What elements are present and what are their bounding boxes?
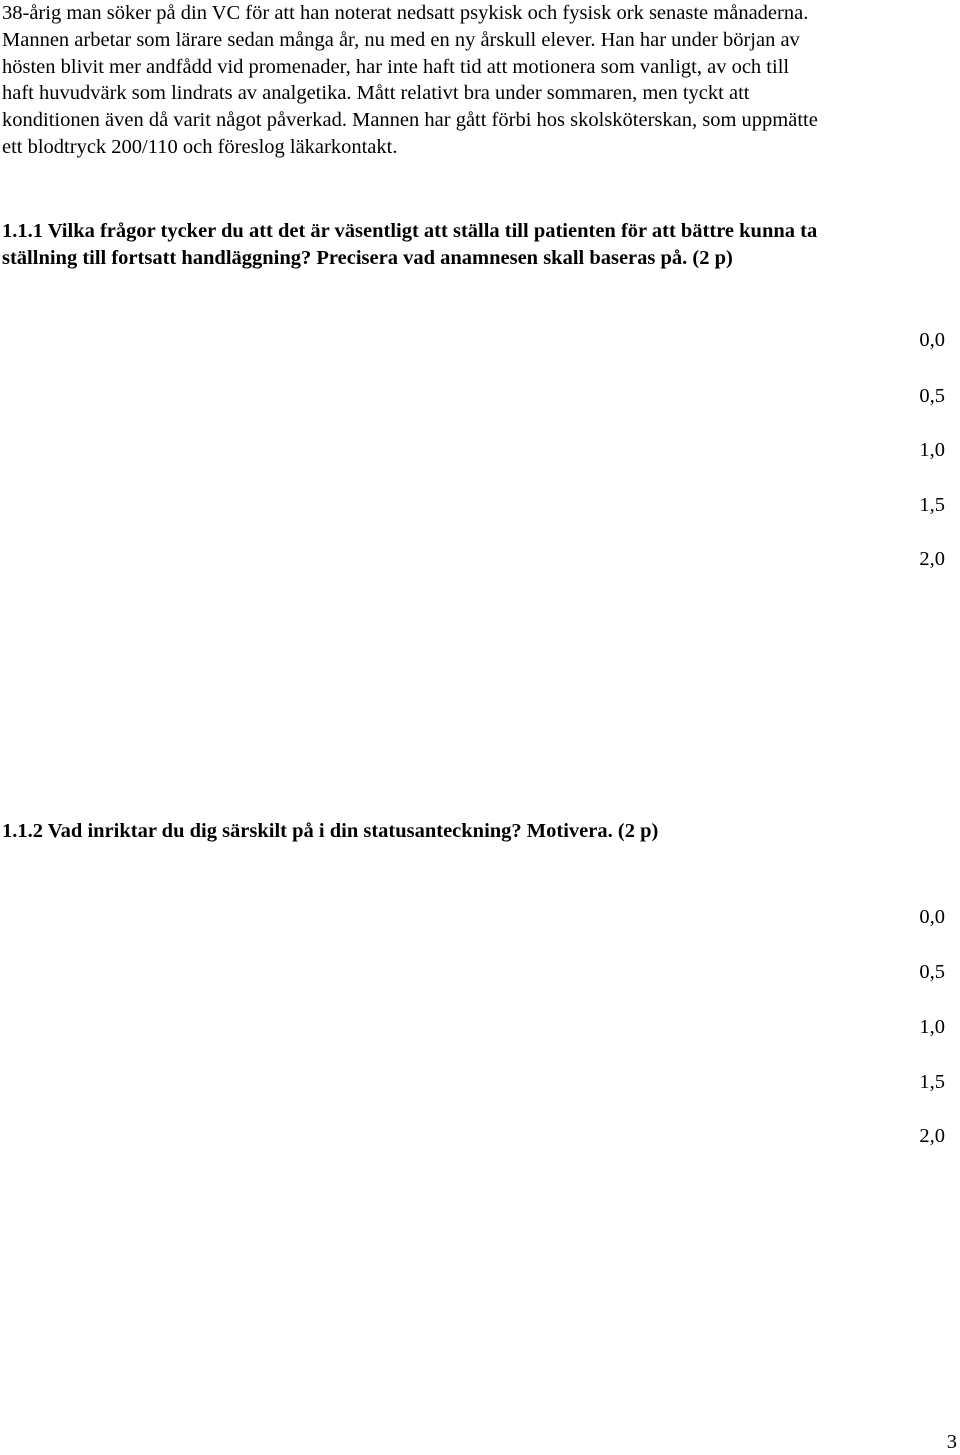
case-line: konditionen även då varit något påverkad. Mannen har gått förbi hos skolsköterskan, som uppmätte bbox=[2, 109, 818, 132]
score-option: 1,0 bbox=[919, 439, 945, 461]
question-1-1-1 bbox=[2, 218, 817, 272]
score-option: 1,5 bbox=[919, 494, 945, 516]
question-1-1-2 bbox=[2, 818, 658, 845]
case-line: 38-årig man söker på din VC för att han noterat nedsatt psykisk och fysisk ork senaste månaderna. bbox=[2, 2, 809, 24]
score-option: 1,5 bbox=[919, 1071, 945, 1093]
score-option: 0,5 bbox=[919, 961, 945, 983]
case-description bbox=[2, 0, 958, 161]
question-line: 1.1.1 Vilka frågor tycker du att det är väsentligt att ställa till patienten för att bättre kunna ta bbox=[2, 220, 818, 242]
page-number: 3 bbox=[946, 1431, 957, 1453]
score-option: 2,0 bbox=[919, 548, 945, 570]
score-option: 0,5 bbox=[919, 385, 945, 407]
score-option: 1,0 bbox=[919, 1016, 945, 1038]
case-line: ett blodtryck 200/110 och föreslog läkarkontakt. bbox=[2, 135, 398, 158]
score-option: 0,0 bbox=[919, 329, 945, 351]
case-line: haft huvudvärk som lindrats av analgetika. Mått relativt bra under sommaren, men tyckt att bbox=[2, 82, 750, 105]
case-line: hösten blivit mer andfådd vid promenader, har inte haft tid att motionera som vanligt, av och till bbox=[2, 55, 790, 78]
score-option: 0,0 bbox=[919, 906, 945, 928]
question-line: 1.1.2 Vad inriktar du dig särskilt på i din statusanteckning? Motivera. (2 p) bbox=[2, 820, 659, 842]
question-line: ställning till fortsatt handläggning? Precisera vad anamnesen skall baseras på. (2 p) bbox=[2, 247, 733, 269]
case-line: Mannen arbetar som lärare sedan många år, nu med en ny årskull elever. Han har under början av bbox=[2, 28, 800, 51]
score-option: 2,0 bbox=[919, 1125, 945, 1147]
